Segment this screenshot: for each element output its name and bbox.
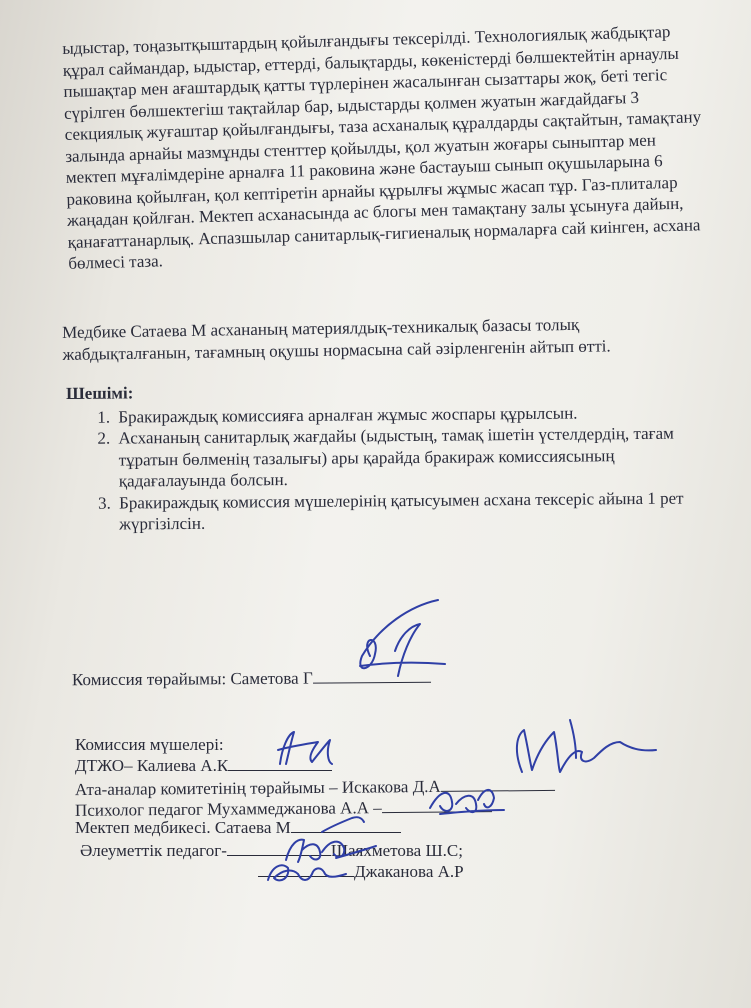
decision-list [66,401,717,536]
member-2-label: Ата-аналар комитетінің төрайымы – Искакова Д.А [74,776,441,800]
chair-label: Комиссия төрайымы: Саметова Г [71,668,313,690]
member-6-signature [262,856,352,888]
member-1-label: ДТЖО– Калиева А.К [75,756,229,775]
member-5-prefix: Әлеуметтік педагог- [80,841,227,860]
decision-item-3: 3. Бракираждық комиссия мүшелерінің қатысуымен асхана тексеріс айына 1 рет жүргізілсін. [115,487,717,535]
chair-signature [340,596,450,686]
member-6-name: Джаканова А.Р [354,862,464,881]
body-paragraph-2: Медбике Сатаева М асхананың материялдық-техникалық базасы толық жабдықталғанын, тағамның оқушы нормасына сай әзірленгенін айтып өтті. [62,314,611,364]
decision-title: Шешімі: [66,383,134,403]
decision-item-1: 1. Бракираждық комиссияға арналған жұмыс жоспары құрылсын. [114,401,716,428]
members-title: Комиссия мүшелері: [75,735,224,754]
member-2-signature [498,712,668,782]
body-paragraph-1: ыдыстар, тоңазытқыштардың қойылғандығы тексерілді. Технологиялық жабдықтар құрал саймандар, ыдыстар, еттерді, балықтарды, көкеністерді бөлшектейтін арнаулы пышақтар мен ағаштардық қатты түрлерінен жасалынған сызаттары жоқ, беті тегіс сүрілген бөлшектегіш тақтайлар бар, ыдыстарды қолмен жуатын жағдайдағы 3 секциялық жуғаштар қойылғандығы, таза асханалық құралдарды сақтайтын, тамақтану залында арнайы мазмұнды стенттер қойылды, қол жуатын жоғары сыныптар мен мектеп мұғалімдеріне арналға 11 раковина және бастауыш сынып оқушыларына 6 раковина қойылған, қол кептіретін арнайы құрылғы жұмыс жасап тұр. Газ-плиталар жаңадан қойлған. Мектеп асханасында ас блогы мен тамақтану залы ұсынуға дайын, қанағаттанарлық. Аспазшылар санитарлық-гигиеналық нормаларға сай киінген, асхана бөлмесі таза. [62,22,702,273]
decision-section [66,377,717,535]
member-3-signature [420,780,510,820]
member-1-signature [272,728,352,768]
decision-item-2: 2. Асхананың санитарлық жағдайы (ыдыстың, тамақ ішетін үстелдердің, тағам тұратын бөлменің тазалығы) ары қарайда бракираж комиссиясының қадағалауында болсын. [114,422,717,492]
member-3-label: Психолог педагог Мухаммеджанова А.А – [74,798,382,820]
member-4-label: Мектеп медбикесі. Сатаева М [75,818,291,837]
member-5-name: Шаяхметова Ш.С; [330,841,463,860]
